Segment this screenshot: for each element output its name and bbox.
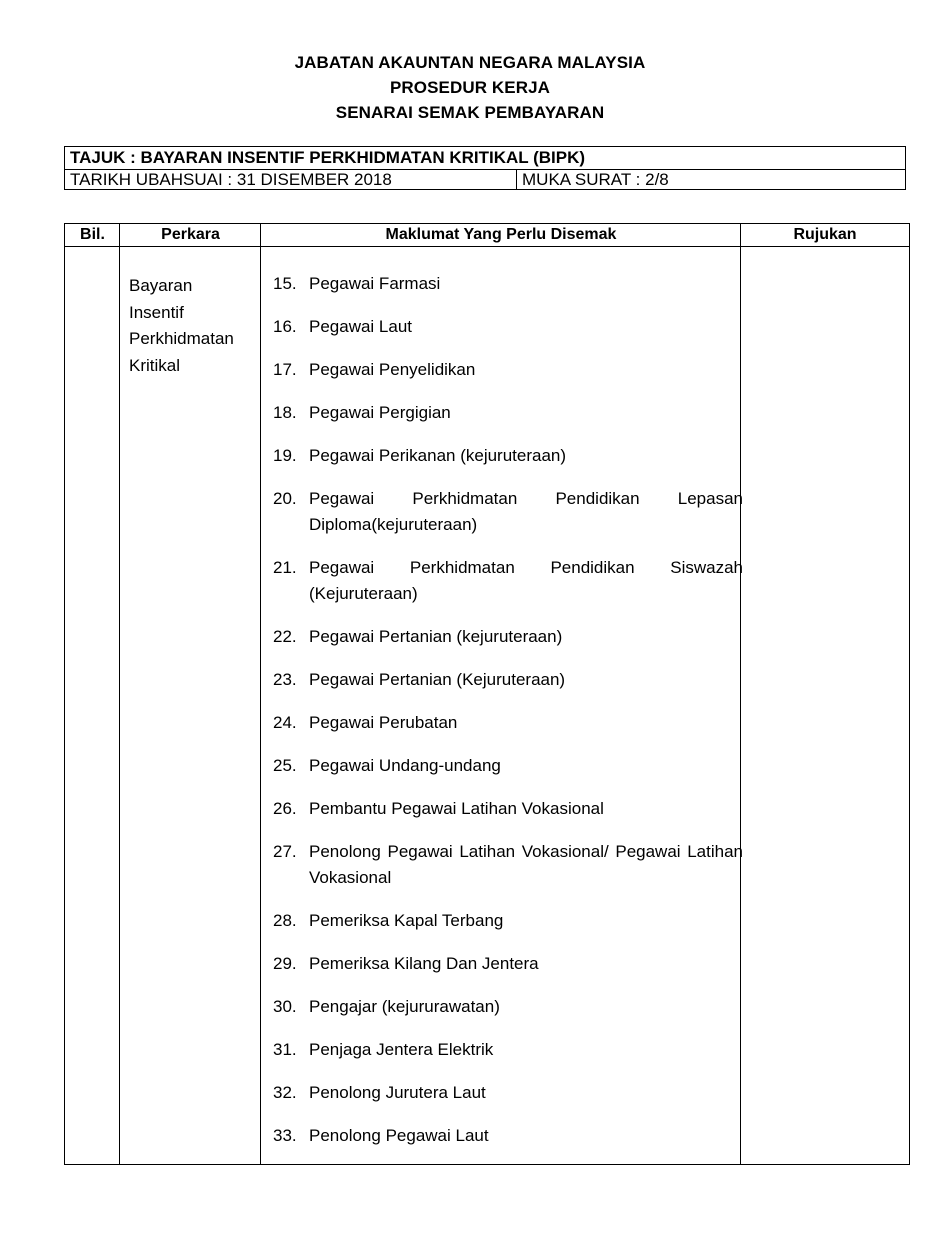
list-item <box>273 839 743 891</box>
page-number: MUKA SURAT : 2/8 <box>522 170 669 189</box>
item-number: 22. <box>273 627 297 646</box>
revision-date: TARIKH UBAHSUAI : 31 DISEMBER 2018 <box>65 170 517 190</box>
item-text: Pegawai Pergigian <box>309 403 451 422</box>
checklist-table <box>64 223 910 1165</box>
item-text: Pegawai Perkhidmatan Pendidikan Lepasan Diploma(kejuruteraan) <box>309 489 743 534</box>
item-text: Pegawai Penyelidikan <box>309 360 476 379</box>
item-number: 20. <box>273 489 297 508</box>
list-item <box>273 796 743 822</box>
column-divider <box>119 224 120 1164</box>
list-item <box>273 753 743 779</box>
item-text: Pemeriksa Kapal Terbang <box>309 911 504 930</box>
perkara-line: Kritikal <box>129 355 181 375</box>
item-text: Pemeriksa Kilang Dan Jentera <box>309 954 539 973</box>
tajuk-title: TAJUK : BAYARAN INSENTIF PERKHIDMATAN KRITIKAL (BIPK) <box>65 147 905 170</box>
checklist-title: SENARAI SEMAK PEMBAYARAN <box>335 103 605 122</box>
item-number: 31. <box>273 1040 297 1059</box>
item-text: Penjaga Jentera Elektrik <box>309 1040 494 1059</box>
list-item <box>273 667 743 693</box>
list-item <box>273 314 743 340</box>
item-number: 33. <box>273 1126 297 1145</box>
list-item <box>273 357 743 383</box>
list-item <box>273 1037 743 1063</box>
item-number: 19. <box>273 446 297 465</box>
item-text: Pengajar (kejururawatan) <box>309 997 500 1016</box>
list-item <box>273 1080 743 1106</box>
list-item <box>273 1123 743 1149</box>
item-number: 23. <box>273 670 297 689</box>
list-item <box>273 951 743 977</box>
item-text: Pegawai Laut <box>309 317 413 336</box>
item-text: Pegawai Perkhidmatan Pendidikan Siswazah (Kejuruteraan) <box>309 558 743 603</box>
list-item <box>273 908 743 934</box>
item-text: Pegawai Pertanian (Kejuruteraan) <box>309 670 566 689</box>
item-text: Penolong Pegawai Latihan Vokasional/ Pegawai Latihan Vokasional <box>309 842 743 887</box>
header-bil: Bil. <box>80 226 105 243</box>
document-header <box>0 50 940 125</box>
item-number: 17. <box>273 360 297 379</box>
list-item <box>273 555 743 607</box>
item-number: 29. <box>273 954 297 973</box>
perkara-line: Bayaran <box>129 276 193 295</box>
perkara-cell <box>129 273 259 379</box>
column-divider <box>260 224 261 1164</box>
checklist-items <box>273 271 743 1166</box>
item-number: 21. <box>273 558 297 577</box>
item-number: 25. <box>273 756 297 775</box>
perkara-line: Insentif <box>129 302 184 322</box>
list-item <box>273 443 743 469</box>
item-text: Pegawai Undang-undang <box>309 756 501 775</box>
table-header-row <box>65 224 909 247</box>
item-text: Pembantu Pegawai Latihan Vokasional <box>309 799 604 818</box>
tajuk-meta-row <box>65 170 905 190</box>
organization-name: JABATAN AKAUNTAN NEGARA MALAYSIA <box>294 53 646 72</box>
item-number: 28. <box>273 911 297 930</box>
header-maklumat: Maklumat Yang Perlu Disemak <box>385 226 617 243</box>
item-number: 16. <box>273 317 297 336</box>
item-text: Pegawai Perubatan <box>309 713 458 732</box>
perkara-line: Perkhidmatan <box>129 329 234 348</box>
header-perkara: Perkara <box>161 226 220 243</box>
item-number: 24. <box>273 713 297 732</box>
item-number: 15. <box>273 274 297 293</box>
list-item <box>273 624 743 650</box>
item-text: Penolong Jurutera Laut <box>309 1083 486 1102</box>
item-number: 32. <box>273 1083 297 1102</box>
header-rujukan: Rujukan <box>793 226 857 243</box>
list-item <box>273 994 743 1020</box>
item-text: Pegawai Pertanian (kejuruteraan) <box>309 627 563 646</box>
item-number: 18. <box>273 403 297 422</box>
item-number: 26. <box>273 799 297 818</box>
item-text: Pegawai Perikanan (kejuruteraan) <box>309 446 567 465</box>
list-item <box>273 271 743 297</box>
list-item <box>273 710 743 736</box>
item-number: 27. <box>273 842 297 861</box>
procedure-title: PROSEDUR KERJA <box>389 78 551 97</box>
list-item <box>273 400 743 426</box>
item-text: Pegawai Farmasi <box>309 274 441 293</box>
item-text: Penolong Pegawai Laut <box>309 1126 489 1145</box>
list-item <box>273 486 743 538</box>
title-box <box>64 146 906 190</box>
item-number: 30. <box>273 997 297 1016</box>
